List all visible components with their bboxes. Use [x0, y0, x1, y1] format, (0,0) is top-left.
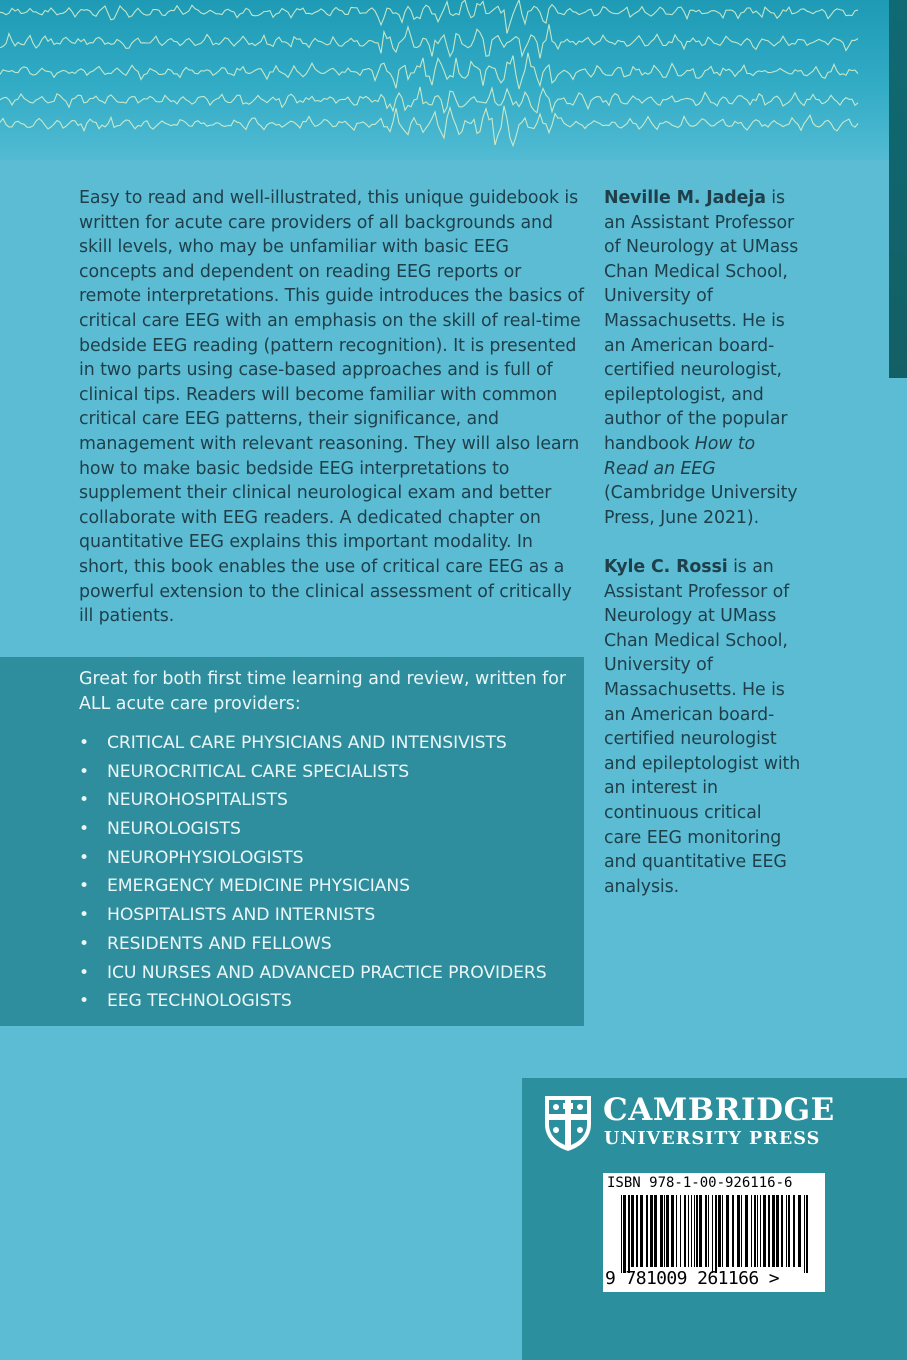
barcode-bar: [712, 1195, 713, 1273]
barcode-bar: [788, 1195, 790, 1267]
author-bio-rossi: [604, 555, 804, 899]
barcode-digits: 9 781009 261166 >: [605, 1268, 780, 1289]
list-item-label: NEUROLOGISTS: [107, 819, 241, 840]
barcode-bar: [786, 1195, 787, 1267]
barcode-bar: [708, 1195, 709, 1267]
barcode-bar: [680, 1195, 681, 1267]
eeg-trace: [0, 0, 858, 34]
bullet-icon: •: [79, 790, 90, 811]
barcode-bar: [664, 1195, 665, 1267]
barcode-bar: [631, 1195, 634, 1267]
eeg-waveform-banner: [0, 0, 907, 160]
barcode-bar: [760, 1195, 761, 1267]
barcode-bar: [688, 1195, 689, 1267]
barcode-bar: [781, 1195, 783, 1267]
barcode-bar: [768, 1195, 770, 1267]
list-item-label: NEUROCRITICAL CARE SPECIALISTS: [107, 761, 410, 782]
list-item: [79, 987, 547, 1016]
barcode-bar: [654, 1195, 657, 1267]
barcode-bar: [623, 1195, 626, 1273]
author-name: Kyle C. Rossi: [604, 557, 728, 577]
bullet-icon: •: [79, 847, 90, 868]
barcode-bar: [804, 1195, 805, 1273]
list-item: [79, 872, 547, 901]
barcode-bar: [660, 1195, 663, 1267]
publisher-subname: UNIVERSITY PRESS: [604, 1128, 821, 1149]
barcode-bar: [684, 1195, 686, 1267]
barcode-bar: [745, 1195, 748, 1267]
barcode-bar: [718, 1195, 721, 1267]
barcode-bar: [757, 1195, 758, 1267]
book-title: How to Read an EEG: [604, 433, 756, 479]
barcode-bar: [798, 1195, 801, 1267]
author-name: Neville M. Jadeja: [604, 188, 766, 208]
list-item: [79, 815, 547, 844]
barcode-bar: [772, 1195, 775, 1267]
barcode-bar: [741, 1195, 742, 1267]
list-item-label: HOSPITALISTS AND INTERNISTS: [107, 905, 376, 926]
audience-intro: Great for both first time learning and review, written for ALL acute care providers:: [79, 669, 567, 714]
list-item-label: CRITICAL CARE PHYSICIANS AND INTENSIVISTS: [107, 733, 507, 753]
barcode-bar: [666, 1195, 669, 1267]
eeg-trace: [0, 87, 858, 113]
bullet-icon: •: [79, 819, 90, 840]
list-item: [79, 786, 547, 815]
barcode-bar: [793, 1195, 795, 1267]
barcode-bar: [715, 1195, 717, 1273]
list-item-label: RESIDENTS AND FELLOWS: [107, 933, 332, 954]
bullet-icon: •: [79, 905, 90, 926]
isbn-barcode: [603, 1173, 825, 1292]
barcode-bar: [699, 1195, 702, 1267]
barcode-bar: [628, 1195, 630, 1273]
barcode-bar: [763, 1195, 766, 1267]
barcode-bar: [650, 1195, 653, 1267]
barcode-bar: [776, 1195, 779, 1267]
barcode-bar: [676, 1195, 677, 1267]
eeg-waveform-illustration: [0, 0, 907, 160]
barcode-bar: [705, 1195, 707, 1267]
barcode-bar: [640, 1195, 643, 1267]
barcode-bar: [621, 1195, 622, 1273]
barcode-bar: [636, 1195, 638, 1267]
bullet-icon: •: [79, 761, 90, 782]
list-item-label: NEUROPHYSIOLOGISTS: [107, 847, 304, 868]
eeg-trace: [0, 24, 858, 58]
author-bio-text: is an Assistant Professor of Neurology at UMass Chan Medical School, University of Massachusetts. He is an American board-certified neurologist, epileptologist, and author of the popular handbook: [604, 188, 799, 454]
list-item-label: EMERGENCY MEDICINE PHYSICIANS: [107, 876, 410, 897]
barcode-bar: [754, 1195, 756, 1267]
bullet-icon: •: [79, 991, 90, 1012]
publisher-name: CAMBRIDGE: [603, 1092, 835, 1128]
barcode-bar: [726, 1195, 729, 1267]
cambridge-crest-icon: [543, 1094, 593, 1152]
cover-edge-band: [889, 0, 907, 378]
barcode-bar: [694, 1195, 695, 1267]
isbn-label: ISBN 978-1-00-926116-6: [607, 1175, 793, 1191]
list-item: [79, 901, 547, 930]
barcode-bar: [751, 1195, 752, 1267]
list-item: [79, 844, 547, 873]
eeg-trace: [0, 106, 858, 146]
barcode-bar: [737, 1195, 740, 1267]
barcode-bar: [671, 1195, 674, 1267]
list-item-label: ICU NURSES AND ADVANCED PRACTICE PROVIDERS: [107, 962, 547, 983]
barcode-bar: [691, 1195, 692, 1267]
list-item: [79, 959, 547, 988]
barcode-bar: [732, 1195, 734, 1267]
list-item: [79, 729, 547, 758]
author-bio-text: (Cambridge University Press, June 2021).: [604, 483, 798, 528]
author-bio-jadeja: [604, 186, 804, 530]
book-description: Easy to read and well-illustrated, this unique guidebook is written for acute care providers of all backgrounds and skill levels, who may be unfamiliar with basic EEG concepts and dependent on reading EEG reports or remote interpretations. This guide introduces the basics of critical care EEG with an emphasis on the skill of real-time bedside EEG reading (pattern recognition). It is presented in two parts using case-based approaches and is full of clinical tips. Readers will become familiar with common critical care EEG patterns, their significance, and management with relevant reasoning. They will also learn how to make basic bedside EEG interpretations to supplement their clinical neurological exam and better collaborate with EEG readers. A dedicated chapter on quantitative EEG explains this important modality. In short, this book enables the use of critical care EEG as a powerful extension to the clinical assessment of critically ill patients.: [79, 188, 584, 627]
bullet-icon: •: [79, 933, 90, 954]
eeg-trace: [0, 53, 858, 89]
bullet-icon: •: [79, 733, 90, 753]
bullet-icon: •: [79, 876, 90, 897]
list-item-label: EEG TECHNOLOGISTS: [107, 991, 292, 1012]
list-item: [79, 930, 547, 959]
barcode-bar: [806, 1195, 808, 1273]
list-item-label: NEUROHOSPITALISTS: [107, 790, 288, 811]
list-item: [79, 758, 547, 787]
bullet-icon: •: [79, 962, 90, 983]
publisher-box: [522, 1078, 907, 1360]
audience-panel: [0, 657, 584, 1026]
audience-list: [79, 729, 547, 1016]
author-bio-text: is an Assistant Professor of Neurology at UMass Chan Medical School, University of Massachusetts. He is an American board-certified neurologist and epileptologist with an interest in continuous critical care EEG monitoring and quantitative EEG analysis.: [604, 557, 801, 897]
barcode-bar: [696, 1195, 698, 1267]
barcode-bar: [646, 1195, 648, 1267]
barcode-bar: [722, 1195, 723, 1267]
